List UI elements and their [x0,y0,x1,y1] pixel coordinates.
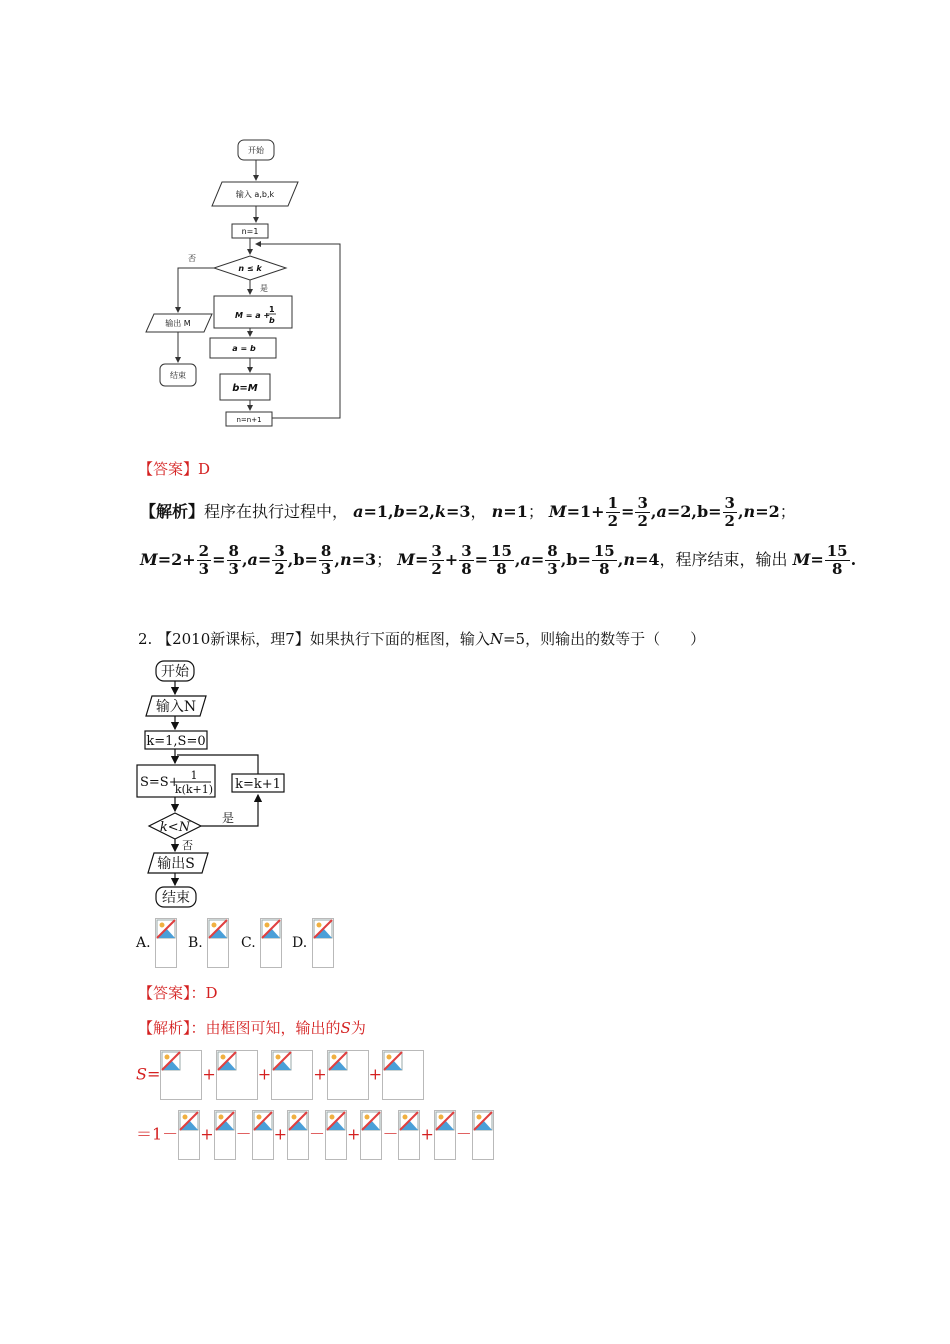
broken-image-icon [214,1110,236,1160]
svg-text:1: 1 [269,305,275,314]
fc2-frac-den: k(k+1) [174,783,214,796]
question-2-text: 如果执行下面的框图，输入 [309,630,490,648]
broken-image-icon [260,918,282,968]
fc1-m-label: M = a + [235,311,271,320]
broken-image-icon [472,1110,494,1160]
flowchart-1 [140,130,360,430]
broken-image-icon [434,1110,456,1160]
broken-image-icon [178,1110,200,1160]
answer-1-value: D [198,460,211,478]
analysis-1-line-2: M=2+ $\frac{2}{3}$ = $\frac{8}{3}$ ,a= $\frac{3}{2}$ ,b= $\frac{8}{3}$ ,n=3； M= $\frac{3}{2}$ + $\frac{3}{8}$ = $\frac{15}{8}$ ,a= $\frac{8}{3}$ ,b= $\frac{15}{8}$ ,n=4，程序结束，输出 M= $\frac{15}{8}$ . [140,542,857,578]
analysis-1-end-text: ，程序结束，输出 [659,550,788,569]
fc1-input-label: 输入 a,b,k [235,190,275,199]
option-a[interactable]: A. [136,918,177,968]
fc1-yes-label: 是 [260,284,268,293]
answer-1 [138,458,210,479]
broken-image-icon [360,1110,382,1160]
question-2 [138,628,705,649]
fc2-end-label: 结束 [162,890,190,906]
fc2-start-label: 开始 [161,664,189,680]
broken-image-icon [271,1050,313,1100]
fc2-input-label: 输入N [155,699,197,715]
fc2-init-label: k=1,S=0 [146,734,206,749]
fc1-init-label: n=1 [241,227,259,236]
broken-image-icon [398,1110,420,1160]
fc1-cond-label: n ≤ k [238,264,262,273]
analysis-1-intro: 程序在执行过程中， [204,502,349,521]
question-2-number: 2. [138,630,153,648]
question-2-source: 【2010新课标，理7】 [157,630,310,648]
answer-1-label: 【答案】 [138,460,199,478]
fc2-no-label: 否 [182,839,193,852]
fc2-yes-label: 是 [222,811,235,825]
fc1-start-label: 开始 [248,146,264,155]
fc1-b-label: b=M [232,383,258,394]
broken-image-icon [207,918,229,968]
formula-lhs: S= [136,1064,161,1084]
answer-2-label: 【答案】 [138,984,191,1002]
answer-2 [138,982,218,1003]
option-b[interactable]: B. [188,918,229,968]
fc1-output-label: 输出 M [165,319,191,328]
broken-image-icon [287,1110,309,1160]
fc2-inc-label: k=k+1 [235,777,281,792]
option-d[interactable]: D. [292,918,334,968]
analysis-2-text2: 为 [350,1019,366,1037]
formula-line-1: S= + + + + [136,1050,424,1100]
broken-image-icon [216,1050,258,1100]
flowchart-2 [130,655,300,910]
answer-2-value: ：D [190,984,218,1002]
analysis-2-text: ：由框图可知，输出的 [190,1019,341,1037]
broken-image-icon [325,1110,347,1160]
fc1-n-label: n=n+1 [236,416,262,424]
formula-line-2: ＝1－ + － + － + － + － [136,1110,494,1160]
fc2-cond-label: k<N [159,820,191,835]
analysis-1-label: 【解析】 [140,502,205,521]
question-2-text2: =5，则输出的数等于（ ） [502,630,706,648]
broken-image-icon [382,1050,424,1100]
analysis-1-line-1: 【解析】程序在执行过程中， a=1,b=2,k=3， n=1； M=1+ $\frac{1}{2}$ = $\frac{3}{2}$ ,a=2,b= $\frac{3}{2}$ ,n=2； [140,494,796,530]
broken-image-icon [312,918,334,968]
analysis-2-var: S [340,1019,351,1037]
broken-image-icon [252,1110,274,1160]
fc2-output-label: 输出S [157,856,195,872]
fc1-no-label: 否 [188,254,196,263]
fc2-update-label: S=S+ [140,775,180,790]
svg-text:b: b [269,316,275,325]
fc1-end-label: 结束 [170,371,186,380]
fc2-frac-num: 1 [190,769,198,782]
fc1-a-label: a = b [232,344,256,353]
analysis-2 [138,1017,366,1038]
question-2-var: N [489,630,503,648]
analysis-2-label: 【解析】 [138,1019,191,1037]
broken-image-icon [155,918,177,968]
broken-image-icon [327,1050,369,1100]
formula-eq: ＝1－ [136,1124,179,1144]
option-c[interactable]: C. [241,918,282,968]
broken-image-icon [160,1050,202,1100]
